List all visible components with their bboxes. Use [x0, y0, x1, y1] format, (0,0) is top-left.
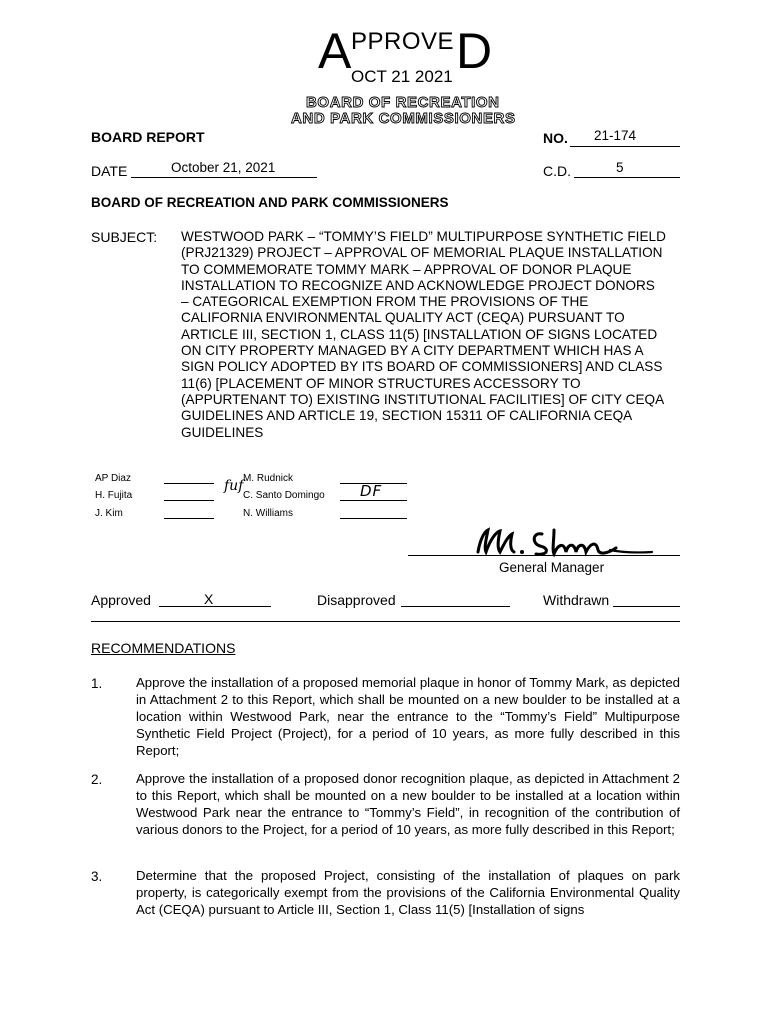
- general-manager-signature: [470, 522, 660, 562]
- subject-line: SIGN POLICY ADOPTED BY ITS BOARD OF COMMISSIONERS] AND CLASS: [181, 359, 663, 375]
- date-line: [131, 161, 317, 178]
- withdrawn-label: Withdrawn: [543, 592, 610, 608]
- stamp-word-middle: PPROVE: [351, 28, 455, 55]
- board-title: BOARD OF RECREATION AND PARK COMMISSIONERS: [91, 195, 449, 210]
- recommendation-text: Approve the installation of a proposed donor recognition plaque, as depicted in Attachment 2 to this Report, which shall be mounted on a new boulder to be installed at a location within Westwood Park near the entrance to “Tommy’s Field”, in recognition of the contribution of various donors to the Project, for a period of 10 years, as more fully described in this Report;: [136, 771, 680, 837]
- cd-line: [574, 161, 680, 178]
- initials-fujita: fuf: [224, 478, 244, 494]
- stamp-date: OCT 21 2021: [351, 67, 453, 86]
- commissioner-c-santo-domingo: C. Santo Domingo: [243, 490, 325, 501]
- initial-line-j-kim: [164, 518, 214, 519]
- initial-line-ap-diaz: [164, 483, 214, 484]
- subject-line: ARTICLE III, SECTION 1, CLASS 11(5) [INSTALLATION OF SIGNS LOCATED: [181, 326, 658, 342]
- commissioner-j-kim: J. Kim: [95, 508, 123, 519]
- cd-label: C.D.: [543, 163, 571, 179]
- subject-line: WESTWOOD PARK – “TOMMY’S FIELD” MULTIPURPOSE SYNTHETIC FIELD: [181, 229, 666, 244]
- initials-santo-domingo: DF: [360, 482, 383, 500]
- subject-line: (APPURTENANT TO) EXISTING INSTITUTIONAL FACILITIES] OF CITY CEQA: [181, 391, 665, 407]
- stamp-board-line2: AND PARK COMMISSIONERS: [291, 110, 516, 127]
- stamp-letter-d: D: [456, 23, 493, 79]
- subject-line: ON CITY PROPERTY MANAGED BY A CITY DEPARTMENT WHICH HAS A: [181, 343, 644, 359]
- recommendation-text: Determine that the proposed Project, consisting of the installation of plaques on park property, is categorically exempt from the provisions of the California Environmental Quality Act (CEQA) pursuant to Article III, Section 1, Class 11(5) [Installation of signs: [136, 868, 680, 917]
- recommendation-number: 3.: [91, 869, 103, 884]
- recommendation-number: 2.: [91, 772, 103, 787]
- report-number-line: [570, 130, 680, 147]
- general-manager-title: General Manager: [499, 560, 605, 575]
- commissioner-h-fujita: H. Fujita: [95, 490, 133, 501]
- initial-line-c-santo-domingo: [340, 500, 407, 501]
- board-report-label: BOARD REPORT: [91, 129, 205, 145]
- date-value: October 21, 2021: [171, 160, 276, 175]
- subject-line: INSTALLATION TO RECOGNIZE AND ACKNOWLEDGE PROJECT DONORS: [181, 277, 655, 293]
- disapproved-label: Disapproved: [317, 592, 396, 608]
- report-number-label: NO.: [543, 130, 568, 146]
- subject-label: SUBJECT:: [91, 229, 158, 245]
- section-divider: [91, 621, 680, 622]
- signature-line: [408, 555, 680, 556]
- subject-line: 11(6) [PLACEMENT OF MINOR STRUCTURES ACCESSORY TO: [181, 375, 581, 391]
- subject-line: TO COMMEMORATE TOMMY MARK – APPROVAL OF DONOR PLAQUE: [181, 261, 632, 277]
- signature-text: [475, 532, 476, 533]
- cd-value: 5: [616, 160, 624, 175]
- report-number-value: 21-174: [594, 128, 637, 143]
- approved-mark: X: [204, 591, 214, 607]
- recommendation-text: Approve the installation of a proposed memorial plaque in honor of Tommy Mark, as depicted in Attachment 2 to this Report, which shall be mounted on a new boulder to be installed at a location within Westwood Park, near the entrance to the “Tommy’s Field” Multipurpose Synthetic Field Project (Project), for a period of 10 years, as more fully described in this Report;: [136, 675, 680, 758]
- stamp-letter-a: A: [318, 23, 352, 79]
- recommendations-heading: RECOMMENDATIONS: [91, 640, 236, 656]
- date-label: DATE: [91, 163, 128, 179]
- approved-line: [159, 590, 271, 607]
- subject-line: CALIFORNIA ENVIRONMENTAL QUALITY ACT (CEQA) PURSUANT TO: [181, 310, 625, 326]
- subject-line: (PRJ21329) PROJECT – APPROVAL OF MEMORIAL PLAQUE INSTALLATION: [181, 245, 663, 261]
- initial-line-n-williams: [340, 518, 407, 519]
- commissioner-n-williams: N. Williams: [243, 508, 293, 519]
- commissioner-m-rudnick: M. Rudnick: [243, 473, 294, 484]
- initial-line-h-fujita: [164, 500, 214, 501]
- commissioner-ap-diaz: AP Diaz: [95, 473, 131, 484]
- subject-text: [181, 229, 680, 441]
- subject-line: GUIDELINES AND ARTICLE 19, SECTION 15311 OF CALIFORNIA CEQA: [181, 408, 633, 424]
- subject-line: GUIDELINES: [181, 424, 264, 440]
- subject-line: – CATEGORICAL EXEMPTION FROM THE PROVISIONS OF THE: [181, 294, 589, 310]
- withdrawn-line: [613, 590, 680, 607]
- stamp-board-line1: BOARD OF RECREATION: [306, 94, 500, 111]
- disapproved-line: [401, 590, 510, 607]
- recommendation-number: 1.: [91, 676, 103, 691]
- approved-label: Approved: [91, 592, 151, 608]
